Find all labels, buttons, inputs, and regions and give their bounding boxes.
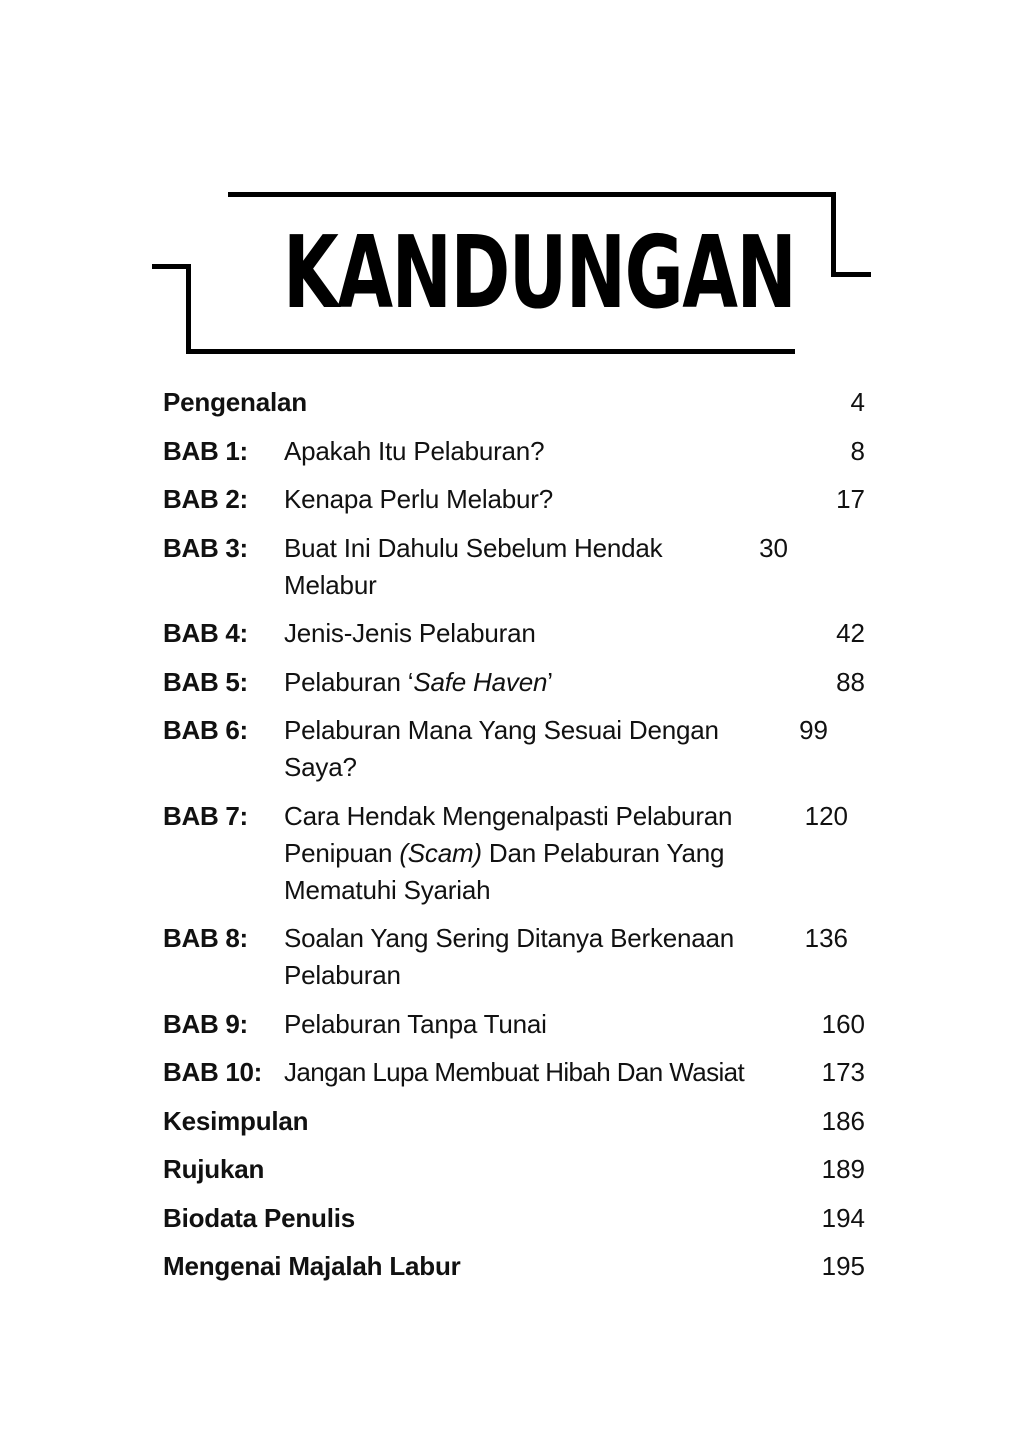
toc-entry-title: [284, 798, 798, 909]
toc-entry-page: 189: [821, 1154, 865, 1184]
toc-entry-kesimpulan[interactable]: [163, 1103, 865, 1140]
toc-entry-bab-2[interactable]: [163, 481, 865, 518]
toc-entry-page: 8: [850, 435, 865, 466]
toc-entry-bab-8[interactable]: [163, 920, 865, 994]
toc-entry-mengenai-majalah-labur[interactable]: [163, 1248, 865, 1285]
toc-entry-title: Jenis-Jenis Pelaburan: [284, 618, 536, 648]
toc-entry-page: 99: [799, 715, 828, 745]
chapter-label: BAB 8:: [163, 923, 248, 953]
bracket-bottom-line: [186, 349, 795, 354]
toc-entry-bab-4[interactable]: [163, 615, 865, 652]
title-part: Cara Hendak Mengenalpasti Pelaburan Penipuan: [284, 800, 733, 868]
chapter-label: BAB 4:: [163, 618, 248, 648]
chapter-label: BAB 1:: [163, 435, 248, 466]
toc-entry-page: 136: [804, 923, 848, 953]
toc-entry-bab-1[interactable]: [163, 433, 865, 470]
toc-entry-title: Jangan Lupa Membuat Hibah Dan Wasiat: [284, 1057, 745, 1087]
chapter-label: BAB 6:: [163, 715, 248, 745]
toc-entry-bab-3[interactable]: [163, 530, 865, 604]
chapter-label: BAB 9:: [163, 1008, 248, 1039]
toc-entry-bab-10[interactable]: [163, 1054, 865, 1091]
title-part: Dan Pelaburan Yang Mematuhi Syariah: [284, 837, 725, 905]
toc-entry-bab-5[interactable]: [163, 664, 865, 701]
toc-entry-title: Pengenalan: [163, 387, 307, 417]
title-part: ’: [547, 666, 553, 697]
bracket-right-tick: [831, 272, 871, 277]
toc-entry-page: 120: [804, 800, 848, 831]
toc-entry-bab-9[interactable]: [163, 1006, 865, 1043]
toc-entry-page: 4: [850, 387, 865, 417]
chapter-label: BAB 5:: [163, 666, 248, 697]
toc-entry-title: Biodata Penulis: [163, 1202, 356, 1233]
toc-entry-page: 194: [821, 1202, 865, 1233]
bracket-right-vertical: [831, 192, 836, 277]
title-italic-part: (Scam): [399, 837, 482, 868]
toc-entry-page: 30: [759, 532, 788, 563]
toc-entry-biodata-penulis[interactable]: [163, 1200, 865, 1237]
chapter-label: BAB 10:: [163, 1057, 263, 1087]
toc-entry-page: 88: [836, 666, 865, 697]
chapter-label: BAB 3:: [163, 532, 248, 563]
toc-entry-title: Pelaburan Tanpa Tunai: [284, 1008, 547, 1039]
toc-entry-page: 195: [821, 1251, 865, 1281]
toc-entry-title: Apakah Itu Pelaburan?: [284, 435, 545, 466]
toc-entry-page: 42: [836, 618, 865, 648]
toc-entry-page: 186: [821, 1105, 865, 1136]
bracket-top-line: [228, 192, 836, 197]
toc-entry-title: Soalan Yang Sering Ditanya Berkenaan Pelaburan: [284, 923, 735, 990]
chapter-label: BAB 7:: [163, 800, 248, 831]
toc-entry-bab-7[interactable]: [163, 798, 865, 909]
toc-entry-title: Buat Ini Dahulu Sebelum Hendak Melabur: [284, 532, 663, 600]
bracket-left-vertical: [186, 264, 191, 354]
toc-entry-title: Kenapa Perlu Melabur?: [284, 484, 553, 514]
page-title: KANDUNGAN: [283, 214, 796, 331]
toc-entry-page: 173: [821, 1057, 865, 1087]
toc-entry-title: [284, 664, 815, 701]
title-part: Pelaburan ‘: [284, 666, 414, 697]
toc-entry-bab-6[interactable]: [163, 712, 865, 786]
toc-entry-title: Kesimpulan: [163, 1105, 309, 1136]
toc-entry-page: 160: [821, 1008, 865, 1039]
toc-entry-rujukan[interactable]: [163, 1151, 865, 1188]
toc-entry-title: Pelaburan Mana Yang Sesuai Dengan Saya?: [284, 715, 719, 782]
table-of-contents: [163, 384, 865, 1297]
toc-entry-title: Mengenai Majalah Labur: [163, 1251, 461, 1281]
chapter-label: BAB 2:: [163, 484, 248, 514]
toc-entry-pengenalan[interactable]: [163, 384, 865, 421]
toc-entry-page: 17: [836, 484, 865, 514]
title-italic-part: Safe Haven: [413, 666, 548, 697]
toc-entry-title: Rujukan: [163, 1154, 265, 1184]
